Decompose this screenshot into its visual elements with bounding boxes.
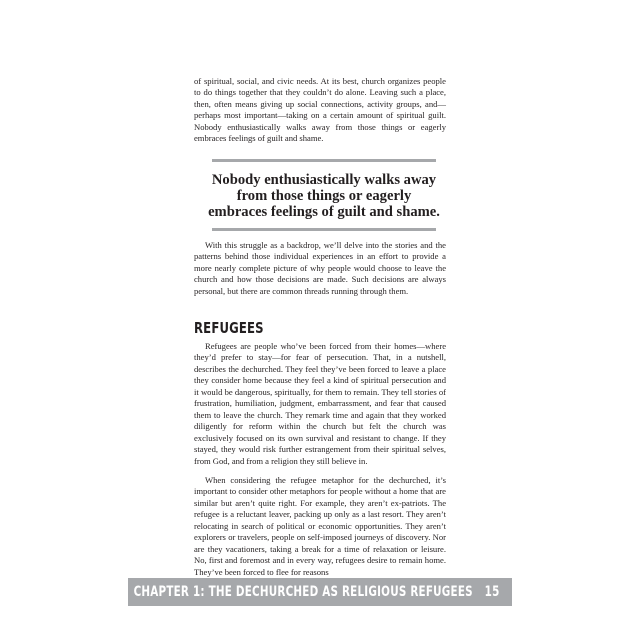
body-paragraph: With this struggle as a backdrop, we’ll delve into the stories and the patterns behind those individual experiences in an effort to provide a more nearly complete picture of why people would choose to leave the church and how those decisions are made. Such decisions are always personal, but there are common threads running through them. — [194, 240, 446, 296]
footer-text — [134, 584, 500, 600]
body-paragraph: Refugees are people who’ve been forced from their homes—where they’d prefer to stay—for fear of persecution. That, in a nutshell, describes the dechurched. They feel they’ve been forced to leave a place they consider home because they feel a kind of spiritual persecution and it would be dangerous, spiritually, for them to remain. They tell stories of frustration, humiliation, judgment, embarrassment, and fear that caused them to leave the church. They remark time and again that they worked diligently for reform within the church but felt the church was exclusively focused on its own survival and resistant to change. If they stayed, they would risk further estrangement from their spiritual selves, from God, and from a religion they still believe in. — [194, 341, 446, 466]
pull-quote-bottom-rule — [212, 228, 436, 231]
page-number: 15 — [485, 584, 500, 600]
body-paragraph: When considering the refugee metaphor for the dechurched, it’s important to consider other metaphors for people without a home that are similar but aren’t quite right. For example, they aren’t ex-patriots. The refugee is a reluctant leaver, packing up only as a last resort. They aren’t relocating in search of political or economic opportunities. They aren’t explorers or travelers, people on self-imposed journeys of discovery. Nor are they vacationers, taking a break for a time of relaxation or leisure. No, first and foremost and in every way, refugees desire to remain home. They’ve been forced to flee for reasons — [194, 475, 446, 577]
running-footer — [128, 578, 512, 606]
chapter-title: CHAPTER 1: THE DECHURCHED AS RELIGIOUS REFUGEES — [134, 584, 474, 600]
pull-quote: Nobody enthusiastically walks away from those things or eagerly embraces feelings of guilt and shame. — [208, 172, 440, 221]
book-page — [128, 0, 512, 640]
section-heading: REFUGEES — [194, 319, 264, 337]
body-paragraph: of spiritual, social, and civic needs. At its best, church organizes people to do things together that they couldn’t do alone. Leaving such a place, then, often means giving up social connections, activity groups, and—perhaps most important—taking on a certain amount of spiritual guilt. Nobody enthusiastically walks away from those things or eagerly embraces feelings of guilt and shame. — [194, 76, 446, 144]
pull-quote-top-rule — [212, 159, 436, 162]
